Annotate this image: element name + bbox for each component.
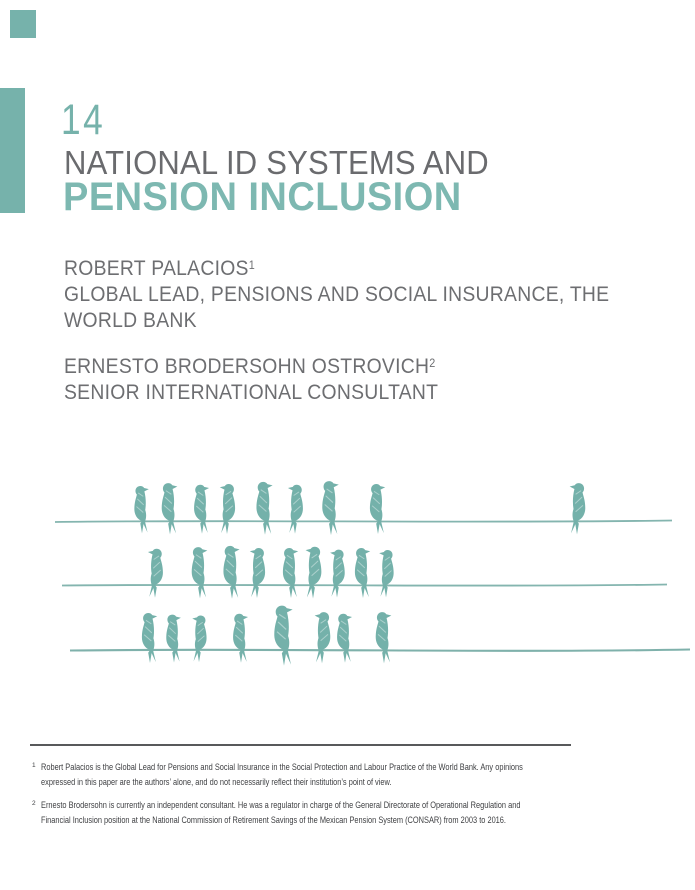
bird-icon [355, 548, 370, 598]
page-corner-marker [10, 10, 36, 38]
wire [55, 521, 672, 523]
bird-icon [283, 548, 298, 598]
footnote-text: Ernesto Brodersohn is currently an independent consultant. He was a regulator in charge of the General Directorate of Operational Regulation and [41, 800, 521, 811]
author-name: ERNESTO BRODERSOHN OSTROVICH$^2$ [64, 354, 436, 378]
bird-icon [223, 546, 239, 599]
bird-icon [376, 612, 392, 663]
chapter-title-line1: NATIONAL ID SYSTEMS AND [64, 144, 489, 181]
author-role: SENIOR INTERNATIONAL CONSULTANT [64, 380, 439, 404]
bird-icon [142, 613, 157, 663]
wire2-flock [148, 546, 394, 599]
bird-icon [256, 482, 272, 535]
bird-icon [337, 614, 352, 663]
wire1-flock [134, 481, 585, 535]
bird-icon [233, 614, 248, 663]
bird-icon [379, 550, 393, 597]
footnote-text: Financial Inclusion position at the National Commission of Retirement Savings of the Mexican Pension System (CONSAR) from 2003 to 2016. [41, 815, 506, 826]
author-entry [64, 350, 609, 405]
chapter-side-bar [0, 88, 25, 213]
bird-icon [162, 483, 178, 534]
bird-icon [134, 486, 148, 533]
author-entry [64, 252, 609, 333]
chapter-number: 14 [61, 96, 106, 144]
footnote-text: Robert Palacios is the Global Lead for Pensions and Social Insurance in the Social Protection and Labour Practice of the World Bank. Any opinions [41, 762, 523, 773]
chapter-title-line2: PENSION INCLUSION [63, 175, 462, 219]
bird-icon [322, 481, 338, 535]
footnote [32, 760, 659, 790]
bird-icon [192, 615, 206, 662]
footnote-text: expressed in this paper are the authors’ alone, and do not necessarily reflect their institution’s point of view. [41, 777, 392, 788]
author-footnote-ref: 1 [248, 258, 255, 272]
bird-icon [274, 606, 292, 666]
wire3-flock [142, 606, 391, 666]
bird-icon [570, 483, 586, 534]
bird-icon [330, 550, 345, 598]
bird-icon [166, 615, 181, 663]
bird-icon [288, 485, 303, 534]
footnote [32, 798, 659, 828]
bird-icon [148, 549, 163, 598]
bird-icon [250, 548, 265, 598]
bird-icon [306, 547, 322, 599]
bird-icon [315, 612, 331, 663]
footnote-marker: 1 [32, 762, 36, 769]
birds-on-wires-illustration [0, 465, 695, 700]
wire [70, 650, 690, 651]
author-role: GLOBAL LEAD, PENSIONS AND SOCIAL INSURANCE, THE [64, 282, 610, 306]
footnote-marker: 2 [32, 800, 36, 807]
author-role: WORLD BANK [64, 308, 197, 332]
footnote-divider [30, 744, 571, 746]
bird-icon [220, 484, 235, 534]
author-footnote-ref: 2 [429, 356, 436, 370]
bird-icon [370, 484, 385, 534]
footnotes [32, 760, 659, 828]
author-block [64, 252, 609, 405]
bird-icon [192, 547, 208, 598]
author-name: ROBERT PALACIOS$^1$ [64, 256, 255, 280]
bird-icon [194, 485, 209, 534]
